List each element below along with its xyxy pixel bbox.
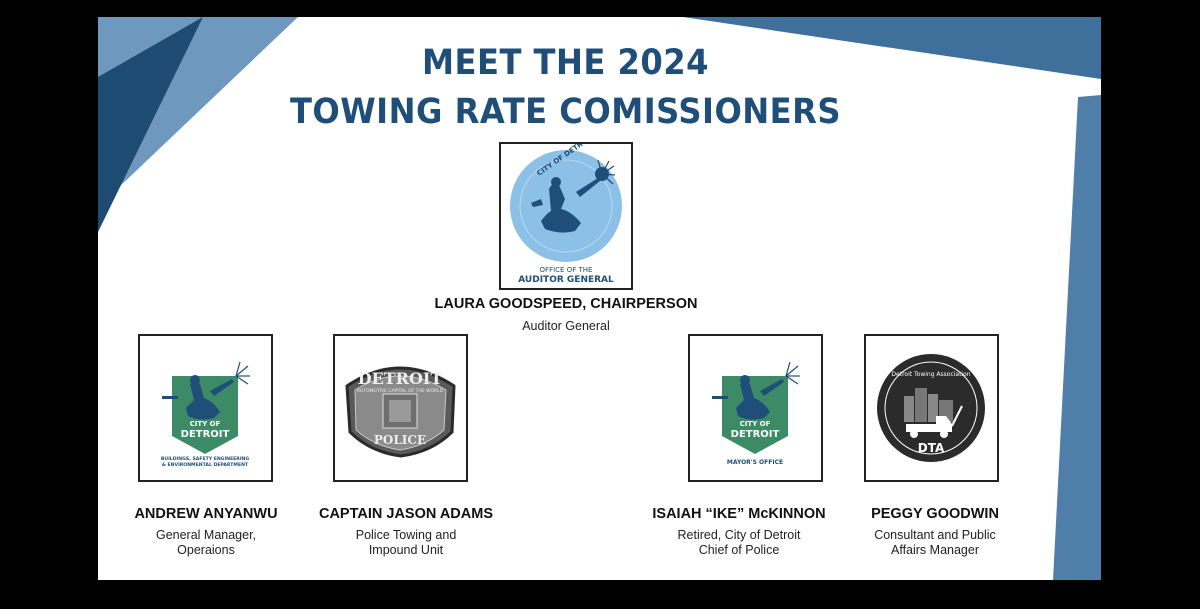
member-name: PEGGY GOODWIN	[871, 506, 999, 522]
chair-role: Auditor General	[522, 319, 610, 333]
member-name: CAPTAIN JASON ADAMS	[318, 506, 493, 522]
member-role	[306, 528, 506, 558]
dta-logo	[864, 334, 999, 482]
member-role	[106, 528, 306, 558]
police-logo-bottom: POLICE	[373, 433, 427, 447]
slide	[98, 17, 1101, 580]
member-role	[639, 528, 839, 558]
mayors-office-logo	[688, 334, 823, 482]
member-role-line2: Chief of Police	[698, 543, 780, 557]
police-logo-top: DETROIT	[357, 369, 443, 388]
auditor-logo-line1: OFFICE OF THE	[539, 266, 593, 274]
dta-logo-arc: Detroit Towing Association	[891, 371, 971, 378]
member-role	[835, 528, 1035, 558]
mayor-logo-sub1: MAYOR'S OFFICE	[726, 459, 784, 466]
auditor-logo-line2: AUDITOR GENERAL	[518, 275, 614, 285]
title-line-1: MEET THE 2024	[422, 43, 709, 83]
member-role-line2: Affairs Manager	[890, 543, 979, 557]
dta-logo-abbr: DTA	[917, 441, 945, 455]
mayor-logo-detroit: DETROIT	[730, 429, 780, 440]
detroit-police-logo	[333, 334, 468, 482]
member-name: ANDREW ANYANWU	[134, 506, 278, 522]
member-role-line2: Operaions	[177, 543, 235, 557]
member-name: ISAIAH “IKE” McKINNON	[652, 506, 826, 522]
member-role-line2: Impound Unit	[368, 543, 444, 557]
chair-name: LAURA GOODSPEED, CHAIRPERSON	[434, 296, 698, 312]
member-role-line1: Police Towing and	[355, 528, 457, 542]
police-logo-arc: AUTOMOTIVE CAPITAL OF THE WORLD	[356, 389, 444, 394]
bseed-logo-sub1: BUILDINGS, SAFETY ENGINEERING	[160, 457, 250, 462]
member-role-line1: General Manager,	[155, 528, 257, 542]
member-role-line1: Retired, City of Detroit	[677, 528, 801, 542]
auditor-general-logo	[499, 142, 633, 290]
bseed-logo-sub2: & ENVIRONMENTAL DEPARTMENT	[161, 463, 249, 468]
title-line-2: TOWING RATE COMISSIONERS	[289, 92, 842, 132]
bseed-logo	[138, 334, 273, 482]
bseed-logo-city: CITY OF	[189, 420, 221, 428]
member-role-line1: Consultant and Public	[874, 528, 996, 542]
mayor-logo-city: CITY OF	[739, 420, 771, 428]
bseed-logo-detroit: DETROIT	[180, 429, 230, 440]
